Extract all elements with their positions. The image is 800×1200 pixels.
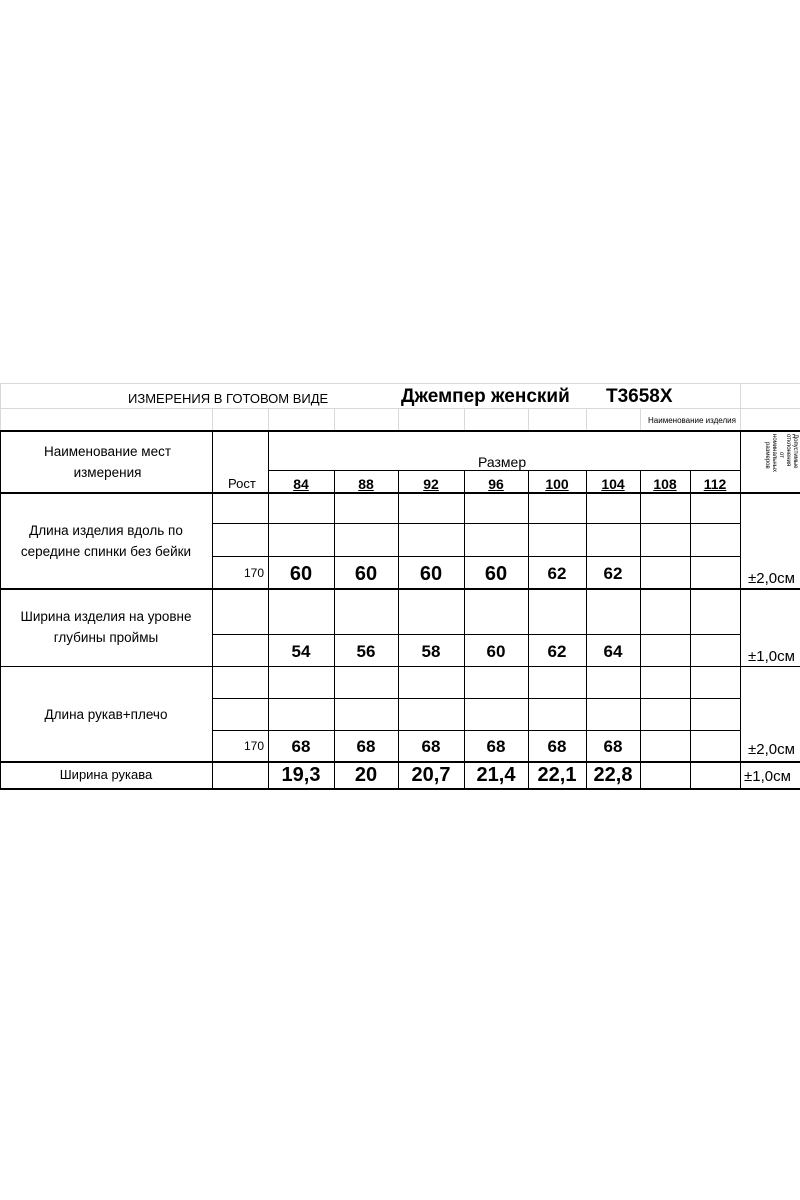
row-value: 68: [603, 737, 623, 756]
table-line: [0, 761, 800, 763]
row-value: 58: [421, 642, 441, 661]
row-value: 22,1: [537, 764, 577, 786]
grid-line: [464, 408, 465, 431]
row-value: 62: [603, 564, 623, 583]
table-line: [640, 470, 641, 789]
row-height: 170: [244, 566, 265, 580]
tolerance-label: [748, 432, 800, 490]
grid-line: [212, 408, 213, 431]
tolerance-word: отклонения: [785, 434, 791, 467]
place-label: Наименование мест измерения: [43, 444, 172, 480]
table-line: [212, 634, 740, 635]
table-border: [0, 788, 800, 790]
row-value: 60: [486, 642, 506, 661]
table-line: [398, 470, 399, 789]
size-96: 96: [488, 476, 504, 492]
table-line: [464, 470, 465, 789]
grid-line: [0, 383, 800, 384]
row-height: 170: [244, 739, 265, 753]
row-value: 60: [354, 563, 378, 585]
product-title: Джемпер женский: [401, 386, 570, 407]
row-value: 60: [289, 563, 313, 585]
measurements-label: ИЗМЕРЕНИЯ В ГОТОВОМ ВИДЕ: [128, 391, 329, 406]
row-name: Длина изделия вдоль по середине спинки без бейки: [20, 523, 192, 559]
row-value: 20,7: [411, 764, 451, 786]
row-tolerance: ±1,0см: [748, 648, 795, 665]
size-label: Размер: [478, 454, 527, 470]
tolerance-word: номинальных: [771, 434, 777, 473]
grid-line: [0, 383, 1, 431]
row-value: 22,8: [593, 764, 633, 786]
row-value: 60: [419, 563, 443, 585]
row-value: 20: [354, 764, 378, 786]
table-line: [334, 470, 335, 789]
table-line: [212, 523, 740, 524]
size-104: 104: [601, 476, 625, 492]
table-line: [0, 492, 800, 494]
row-value: 54: [291, 642, 311, 661]
row-tolerance: ±2,0см: [748, 570, 795, 587]
table-border: [0, 430, 800, 432]
row-value: 68: [486, 737, 506, 756]
tolerance-word: от: [778, 452, 784, 458]
grid-line: [398, 408, 399, 431]
row-value: 68: [356, 737, 376, 756]
row-value: 19,3: [281, 764, 321, 786]
product-name-label: Наименование изделия: [648, 416, 736, 425]
table-line: [212, 698, 740, 699]
table-line: [268, 470, 740, 471]
grid-line: [268, 408, 269, 431]
row-value: 21,4: [476, 764, 516, 786]
row-value: 64: [603, 642, 623, 661]
row-value: 60: [484, 563, 508, 585]
tolerance-word: размеров: [764, 442, 770, 469]
size-112: 112: [703, 476, 727, 492]
grid-line: [0, 408, 800, 409]
row-tolerance: ±2,0см: [748, 741, 795, 758]
table-line: [740, 430, 741, 789]
table-border: [0, 430, 1, 789]
table-line: [212, 430, 213, 789]
size-88: 88: [358, 476, 374, 492]
table-line: [586, 470, 587, 789]
table-line: [0, 588, 800, 590]
table-line: [268, 430, 269, 789]
table-line: [0, 666, 800, 667]
table-line: [690, 470, 691, 789]
table-line: [212, 730, 740, 731]
rost-label: Рост: [228, 476, 256, 491]
size-100: 100: [545, 476, 569, 492]
row-value: 68: [421, 737, 441, 756]
row-name: Ширина изделия на уровне глубины проймы: [20, 609, 192, 645]
tolerance-word: Допустимые: [792, 434, 798, 469]
grid-line: [334, 408, 335, 431]
grid-line: [586, 408, 587, 431]
table-line: [528, 470, 529, 789]
row-value: 56: [356, 642, 376, 661]
size-92: 92: [423, 476, 439, 492]
row-value: 68: [547, 737, 567, 756]
size-84: 84: [293, 476, 309, 492]
grid-line: [640, 408, 641, 431]
table-line: [212, 556, 740, 557]
row-name: Ширина рукава: [59, 767, 153, 782]
row-value: 62: [547, 564, 567, 583]
row-value: 68: [291, 737, 311, 756]
product-code: Т3658Х: [606, 386, 673, 407]
size-108: 108: [653, 476, 677, 492]
row-value: 62: [547, 642, 567, 661]
grid-line: [740, 383, 741, 431]
grid-line: [528, 408, 529, 431]
row-tolerance: ±1,0см: [744, 768, 791, 785]
row-name: Длина рукав+плечо: [44, 707, 168, 722]
